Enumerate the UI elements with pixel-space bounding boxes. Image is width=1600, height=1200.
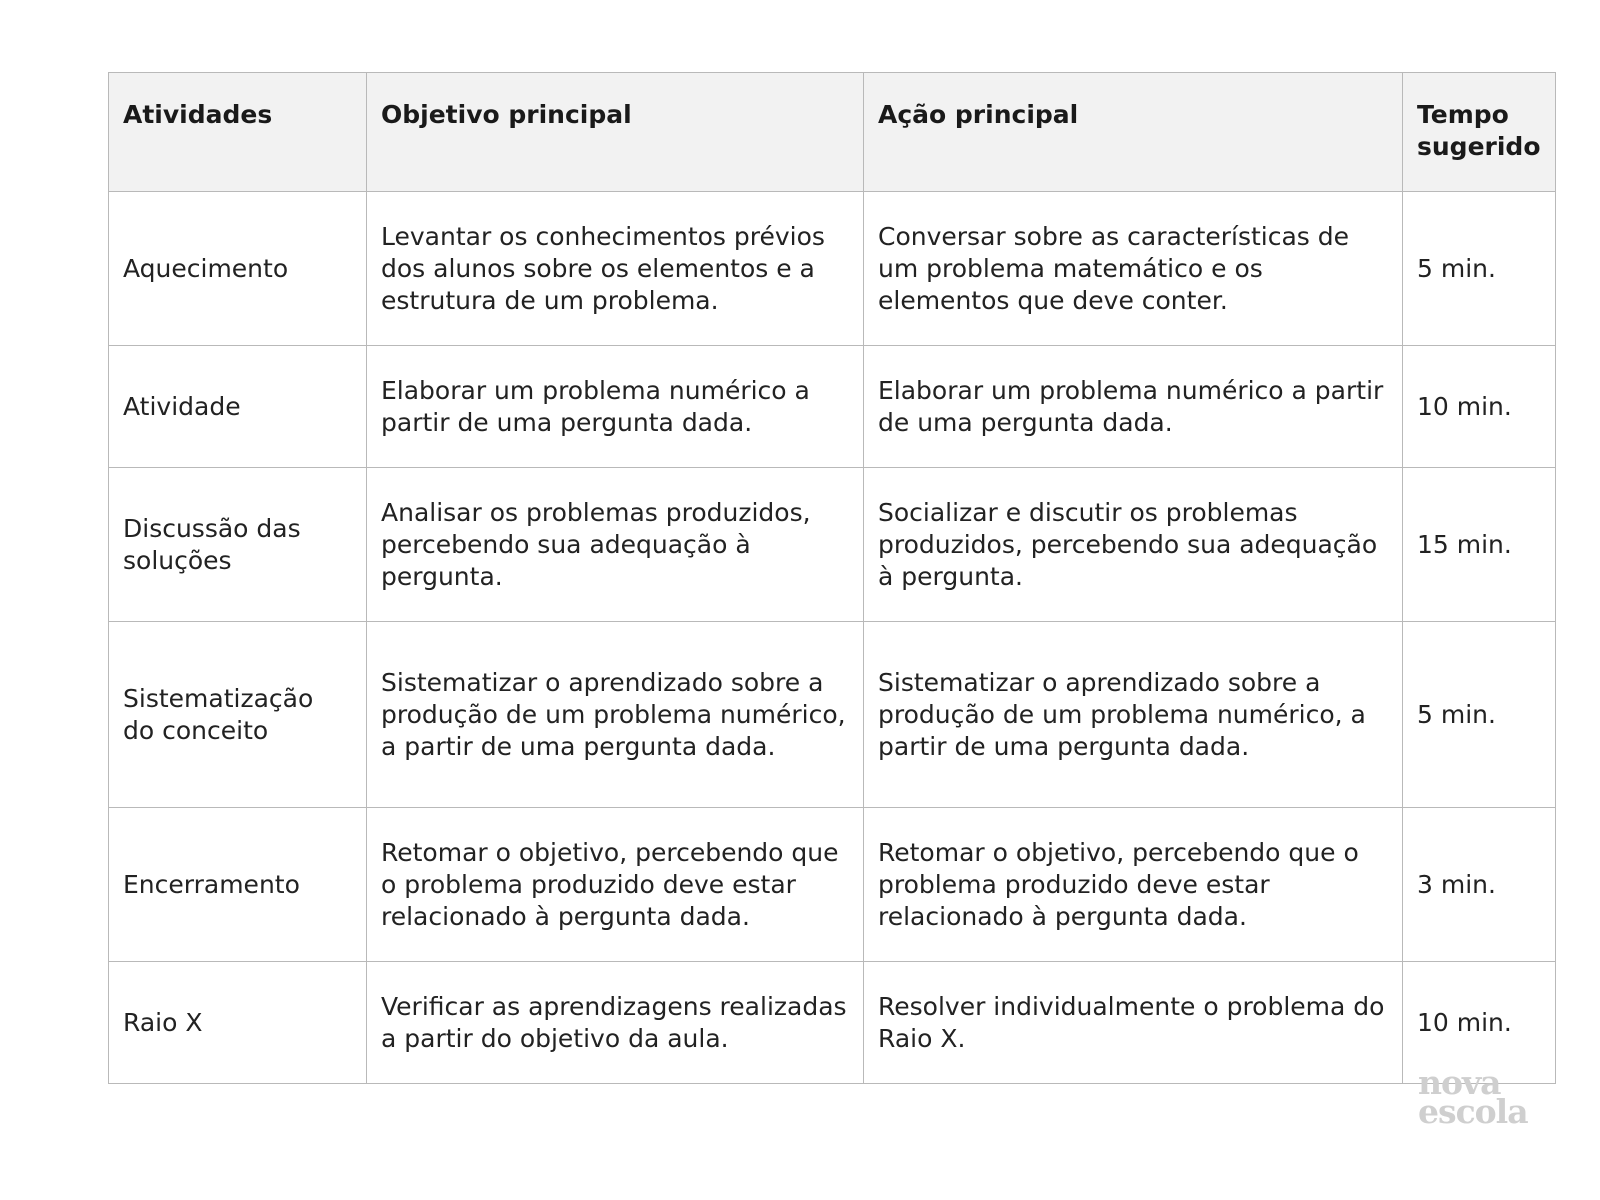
table-row <box>109 962 1556 1084</box>
header-acao-principal: Ação principal <box>864 73 1403 192</box>
cell-acao: Conversar sobre as características de um problema matemático e os elementos que deve conter. <box>864 192 1403 346</box>
cell-objetivo: Retomar o objetivo, percebendo que o problema produzido deve estar relacionado à pergunta dada. <box>367 808 864 962</box>
header-atividades: Atividades <box>109 73 367 192</box>
header-objetivo-principal: Objetivo principal <box>367 73 864 192</box>
cell-objetivo: Levantar os conhecimentos prévios dos alunos sobre os elementos e a estrutura de um problema. <box>367 192 864 346</box>
table-row <box>109 468 1556 622</box>
cell-acao: Socializar e discutir os problemas produzidos, percebendo sua adequação à pergunta. <box>864 468 1403 622</box>
table-row <box>109 808 1556 962</box>
header-row <box>109 73 1556 192</box>
cell-atividade: Atividade <box>109 346 367 468</box>
cell-acao: Sistematizar o aprendizado sobre a produção de um problema numérico, a partir de uma pergunta dada. <box>864 622 1403 808</box>
cell-acao: Resolver individualmente o problema do Raio X. <box>864 962 1403 1084</box>
table-body <box>109 192 1556 1084</box>
cell-atividade: Aquecimento <box>109 192 367 346</box>
logo-line-escola: escola <box>1418 1092 1528 1131</box>
lesson-plan-table <box>108 72 1556 1084</box>
cell-tempo: 5 min. <box>1403 622 1556 808</box>
logo-line-nova: nova <box>1418 1063 1501 1102</box>
cell-tempo: 15 min. <box>1403 468 1556 622</box>
cell-atividade: Raio X <box>109 962 367 1084</box>
cell-objetivo: Sistematizar o aprendizado sobre a produção de um problema numérico, a partir de uma pergunta dada. <box>367 622 864 808</box>
header-tempo-sugerido: Tempo sugerido <box>1403 73 1556 192</box>
table-header <box>109 73 1556 192</box>
cell-tempo: 5 min. <box>1403 192 1556 346</box>
table-row <box>109 622 1556 808</box>
table-row <box>109 346 1556 468</box>
table-row <box>109 192 1556 346</box>
cell-atividade: Discussão das soluções <box>109 468 367 622</box>
cell-atividade: Sistematização do conceito <box>109 622 367 808</box>
cell-acao: Elaborar um problema numérico a partir de uma pergunta dada. <box>864 346 1403 468</box>
nova-escola-logo <box>1418 1063 1528 1131</box>
cell-objetivo: Verificar as aprendizagens realizadas a partir do objetivo da aula. <box>367 962 864 1084</box>
cell-atividade: Encerramento <box>109 808 367 962</box>
cell-acao: Retomar o objetivo, percebendo que o problema produzido deve estar relacionado à pergunta dada. <box>864 808 1403 962</box>
cell-objetivo: Analisar os problemas produzidos, percebendo sua adequação à pergunta. <box>367 468 864 622</box>
cell-tempo: 10 min. <box>1403 346 1556 468</box>
cell-tempo: 10 min. <box>1403 962 1556 1084</box>
cell-objetivo: Elaborar um problema numérico a partir de uma pergunta dada. <box>367 346 864 468</box>
cell-tempo: 3 min. <box>1403 808 1556 962</box>
